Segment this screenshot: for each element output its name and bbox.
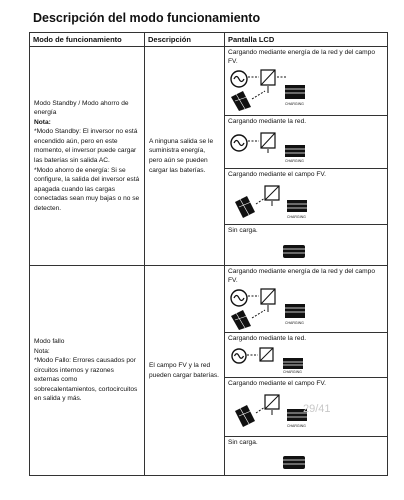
charging-label: CHARGING [285,158,304,163]
charging-label: CHARGING [287,423,306,428]
charging-label: CHARGING [287,214,306,219]
battery-icon [287,200,307,212]
lcd-icon-grid [225,344,387,374]
lcd-icon-grid-pv [225,286,387,330]
lcd-icon-pv [225,180,387,222]
standby-mode-cell [30,47,145,266]
lcd-caption: Cargando mediante el campo FV. [228,380,326,387]
header-mode: Modo de funcionamiento [30,33,145,47]
fault-note-label: Nota: [34,347,50,355]
lcd-cell-pv [225,169,388,225]
battery-only-icon [225,448,345,474]
lcd-icon-grid [225,127,387,163]
lcd-cell-no-charge [225,437,388,476]
lcd-caption: Sin carga. [228,227,258,234]
header-description: Descripción [145,33,225,47]
lcd-icon-no-charge [225,448,387,474]
charging-label: CHARGING [285,320,304,325]
solar-panel-icon [231,310,251,330]
lcd-cell-grid-pv [225,47,388,116]
charging-label: CHARGING [285,101,304,106]
lcd-caption: Cargando mediante energía de la red y del campo FV. [228,49,375,65]
solar-panel-icon [235,196,255,218]
header-lcd: Pantalla LCD [225,33,388,47]
standby-note-2: *Modo ahorro de energía: Si se configure, la salida del inversor está apagada cuando las cargas conectadas sean muy bajas o no se detecten. [34,166,140,212]
lcd-caption: Cargando mediante la red. [228,335,307,342]
pv-charging-icon [225,180,345,222]
standby-note-label: Nota: [34,118,51,126]
standby-note-1: *Modo Standby: El inversor no está encendido aún, pero en este momento, el inversor puede cargar las baterías sin salida AC. [34,128,138,164]
fault-mode-cell [30,266,145,476]
charging-label: CHARGING [283,369,302,374]
table-row [30,47,388,116]
grid-pv-charging-icon [225,67,345,111]
grid-charging-icon [225,344,345,374]
grid-charging-icon [225,127,345,163]
lcd-icon-no-charge [225,236,387,264]
battery-icon [283,358,303,369]
battery-only-icon [225,236,345,264]
battery-icon [285,85,305,99]
solar-panel-icon [235,405,255,427]
operation-mode-table [29,32,388,476]
page-indicator: 29/41 [303,403,331,415]
grid-pv-charging-icon [225,286,345,330]
lcd-caption: Cargando mediante energía de la red y del campo FV. [228,268,375,284]
lcd-cell-grid [225,116,388,169]
fault-mode-name: Modo fallo [34,338,65,346]
lcd-cell-grid-pv [225,266,388,333]
battery-icon [283,245,305,258]
lcd-icon-grid-pv [225,67,387,111]
table-header-row [30,33,388,47]
standby-description-cell [145,47,225,266]
lcd-cell-no-charge [225,225,388,266]
standby-mode-name: Modo Standby / Modo ahorro de energía [34,99,129,117]
standby-description: A ninguna salida se le suministra energía, pero aún se pueden cargar las baterías. [149,137,214,174]
fault-description: El campo FV y la red pueden cargar baterías. [149,361,220,379]
fault-note-1: *Modo Fallo: Errores causados por circuitos internos y razones externas como sobrecalentamientos, cortocircuitos en salida y más. [34,357,138,403]
battery-icon [285,304,305,318]
lcd-caption: Cargando mediante el campo FV. [228,171,326,178]
page-title: Descripción del modo funcionamiento [33,11,261,25]
fault-description-cell [145,266,225,476]
lcd-caption: Sin carga. [228,439,258,446]
lcd-cell-grid [225,333,388,378]
solar-panel-icon [231,91,251,111]
battery-icon [283,456,305,469]
table-row [30,266,388,333]
battery-icon [285,145,305,157]
lcd-caption: Cargando mediante la red. [228,118,307,125]
